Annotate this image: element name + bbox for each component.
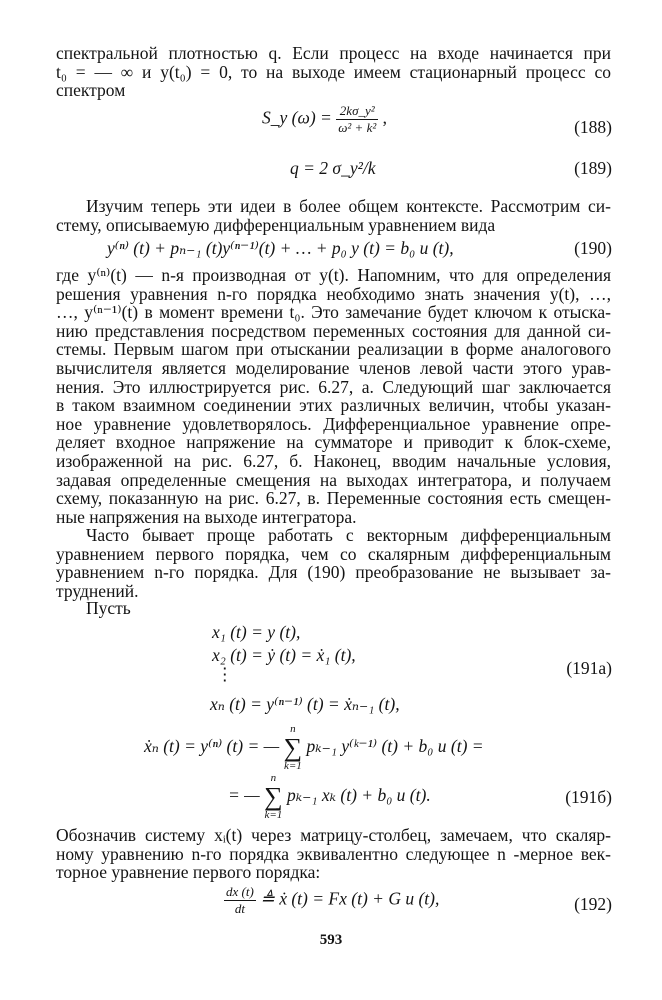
text-line: вычислителя является моделирование членов левой части этого урав- (56, 357, 611, 378)
paragraph-2 (56, 197, 611, 216)
text-line: ные напряжения на выходе интегратора. (56, 506, 357, 527)
eq192-fraction (224, 884, 256, 917)
text-line: Пусть (86, 598, 131, 618)
text-line: нию представления посредством переменных состояния для данной си- (56, 320, 611, 341)
sum-lower-limit: k=1 (283, 760, 302, 772)
page-number: 593 (319, 932, 343, 948)
eq188-lhs: S_y (ω) = (262, 107, 332, 128)
text-line: …, y⁽ⁿ⁻¹⁾(t) в момент времени t₀. Это замечание будет ключом к отыска- (56, 302, 611, 323)
equation-number-190: (190) (574, 238, 612, 258)
eq191b-row-1 (144, 724, 484, 772)
text-line: деляет входное напряжение на сумматоре и приводит к блок-схеме, (56, 432, 611, 453)
text-line: где y⁽ⁿ⁾(t) — n-я производная от y(t). Напомним, что для определения (56, 265, 611, 285)
text-line: стему, описываемую дифференциальным уравнением вида (56, 215, 496, 235)
text-line: ному уравнению n-го порядка эквивалентно следующее n -мерное век- (56, 843, 611, 864)
equation-190 (107, 238, 454, 259)
eq191a-vdots: ⋮ (216, 664, 234, 684)
paragraph-5 (56, 826, 611, 882)
equation-189 (290, 158, 375, 179)
equation-number-192: (192) (574, 894, 612, 914)
equation-number-191a: (191a) (566, 658, 612, 678)
sum-lower-limit: k=1 (264, 809, 283, 821)
eq188-fraction (336, 103, 378, 136)
let-line (56, 599, 641, 618)
text-line: торное уравнение первого порядка: (56, 862, 321, 883)
summation-symbol (264, 773, 283, 821)
text-line: t₀ = — ∞ и y(t₀) = 0, то на выходе имеем стационарный процесс со (56, 61, 611, 82)
sum-sign: ∑ (283, 733, 303, 762)
text-line: Изучим теперь эти идеи в более общем контексте. Рассмотрим си- (86, 196, 611, 216)
sum-sign: ∑ (264, 782, 283, 811)
eq191b-row-2-rhs: pₖ₋₁ xₖ (t) + b₀ u (t). (287, 785, 431, 806)
summation-symbol (284, 724, 303, 772)
eq191a-row-4-text: xₙ (t) = y⁽ⁿ⁻¹⁾ (t) = ẋₙ₋₁ (t), (210, 694, 400, 714)
text-line: решения уравнения n-го порядка необходимо знать значения y(t), …, (56, 283, 611, 304)
paragraph-4 (56, 526, 611, 600)
paragraph-3 (56, 266, 611, 526)
eq191b-row-2-lhs: = — (228, 785, 260, 806)
sum-upper-limit: n (270, 772, 277, 784)
eq192-numerator: dx (t) (226, 884, 254, 899)
text-line: уравнением n-го порядка. Для (190) преобразование не вызывает за- (56, 562, 611, 583)
text-line: нения. Это иллюстрируется рис. 6.27, а. Следующий шаг заключается (56, 376, 611, 397)
text-line: схему, показанную на рис. 6.27, в. Переменные состояния есть смещен- (56, 488, 611, 509)
eq191a-row-3 (216, 664, 234, 685)
text-line: изображенной на рис. 6.27, б. Наконец, вводим начальные условия, (56, 450, 611, 471)
text-line: спектральной плотностью q. Если процесс на входе начинается при (56, 43, 611, 63)
eq192-rest: ≜ ẋ (t) = Fx (t) + G u (t), (260, 888, 440, 909)
eq191a-row-2 (212, 645, 356, 666)
eq188-tail: , (382, 107, 387, 128)
sum-upper-limit: n (290, 723, 296, 735)
equation-number-188: (188) (574, 117, 612, 137)
eq190-expr: y⁽ⁿ⁾ (t) + pₙ₋₁ (t)y⁽ⁿ⁻¹⁾(t) + … + p₀ y (t) = b₀ u (t), (107, 238, 454, 258)
eq191a-row-4 (210, 694, 400, 715)
equation-192 (224, 884, 439, 917)
eq192-denominator: dt (234, 901, 245, 916)
text-line: Обозначив систему xᵢ(t) через матрицу-столбец, замечаем, что скаляр- (56, 825, 611, 845)
text-line: в таком взаимном соединении этих различных величин, чтобы указан- (56, 395, 611, 416)
eq191a-row-1-text: x₁ (t) = y (t), (212, 622, 301, 642)
text-line: ное уравнение удовлетворялось. Дифференциальное уравнение опре- (56, 413, 611, 434)
eq191b-row-2 (228, 773, 431, 821)
equation-number-191b: (191б) (565, 787, 612, 807)
text-line: спектром (56, 80, 126, 101)
text-line: труднений. (56, 580, 139, 601)
paragraph-2-cont (56, 216, 611, 235)
eq188-numerator: 2kσ_y² (336, 103, 378, 120)
eq191b-row-1-lhs: ẋₙ (t) = y⁽ⁿ⁾ (t) = — (144, 736, 280, 757)
text-line: Часто бывает проще работать с векторным дифференциальным (86, 525, 611, 545)
eq188-denominator: ω² + k² (338, 120, 377, 135)
eq191b-row-1-rhs: pₖ₋₁ y⁽ᵏ⁻¹⁾ (t) + b₀ u (t) = (306, 736, 484, 757)
intro-paragraph (56, 44, 611, 100)
text-line: задавая определенные смещения на выходах интегратора, и получаем (56, 469, 611, 490)
text-line: стемы. Первым шагом при отыскании реализации в форме аналогового (56, 339, 611, 360)
text-line: уравнением первого порядка, чем со скалярным дифференциальным (56, 543, 611, 564)
equation-number-189: (189) (574, 158, 612, 178)
eq191a-row-1 (212, 622, 300, 643)
eq191a-row-2-text: x₂ (t) = ẏ (t) = ẋ₁ (t), (212, 645, 356, 665)
equation-188 (262, 103, 387, 136)
eq189-expr: q = 2 σ_y²/k (290, 158, 376, 178)
